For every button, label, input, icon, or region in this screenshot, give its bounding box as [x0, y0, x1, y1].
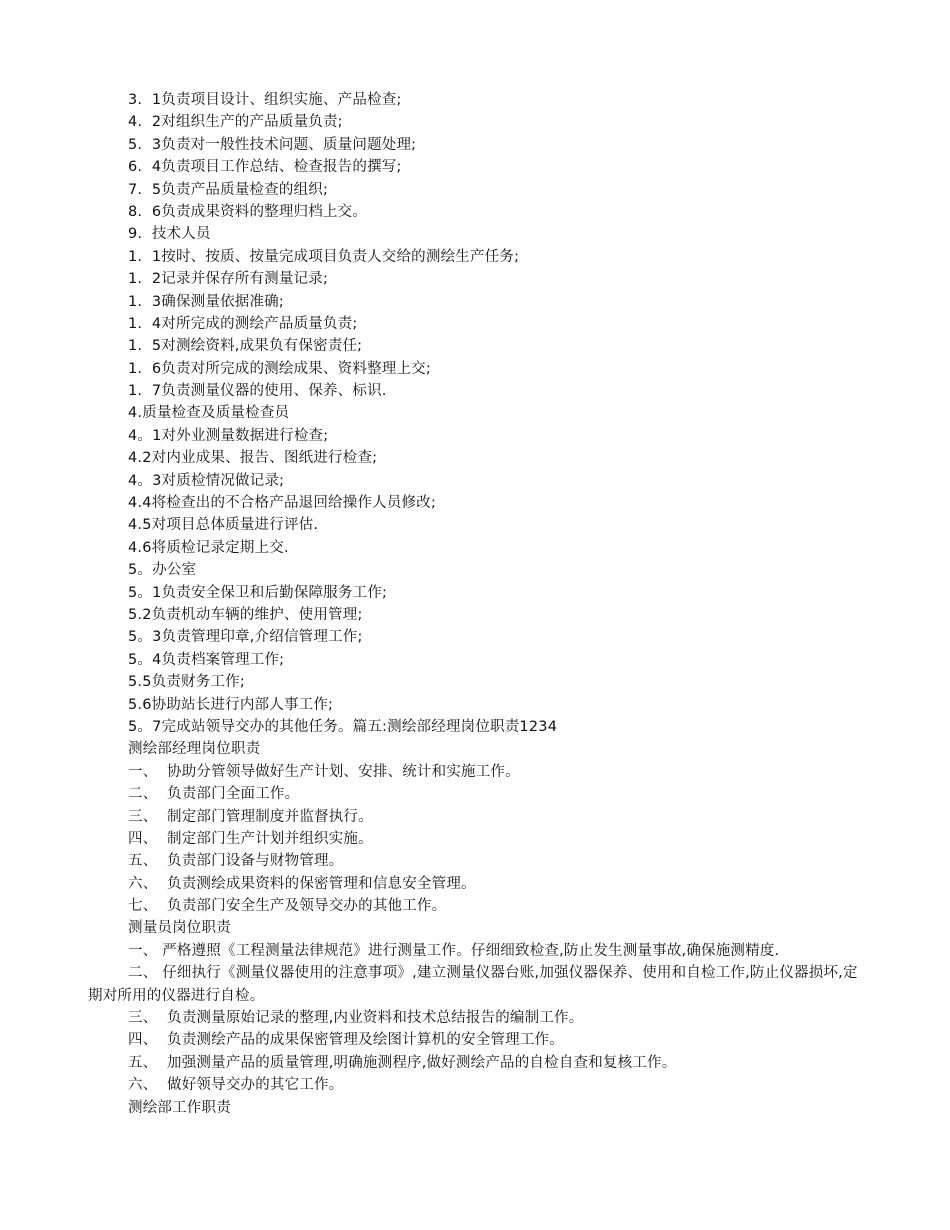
text-line: 1. 1按时、按质、按量完成项目负责人交给的测绘生产任务; [128, 248, 520, 265]
text-line: 1. 3确保测量依据准确; [128, 293, 284, 310]
section-heading: 测量员岗位职责 [128, 920, 231, 937]
text-line: 1. 2记录并保存所有测量记录; [128, 271, 329, 288]
paragraph: 一、 严格遵照《工程测量法律规范》进行测量工作。仔细细致检查,防止发生测量事故,确保施测精度. [128, 942, 780, 959]
text-line: 二、 负责部门全面工作。 [128, 786, 300, 803]
text-line: 4。3对质检情况做记录; [128, 472, 285, 489]
text-line: 6. 4负责项目工作总结、检查报告的撰写; [128, 159, 402, 176]
text-line: 4.2对内业成果、报告、图纸进行检查; [128, 450, 378, 467]
text-line: 七、 负责部门安全生产及领导交办的其他工作。 [128, 898, 447, 915]
section-heading: 5。办公室 [128, 562, 197, 579]
paragraph: 二、 仔细执行《测量仪器使用的注意事项》,建立测量仪器台账,加强仪器保养、使用和自检工作,防止仪器损坏,定期对所用的仪器进行自检。 [88, 965, 858, 1004]
text-line: 4.6将质检记录定期上交. [128, 539, 289, 556]
text-line: 1. 7负责测量仪器的使用、保养、标识. [128, 383, 387, 400]
text-line: 六、 负责测绘成果资料的保密管理和信息安全管理。 [128, 875, 476, 892]
text-line: 5。3负责管理印章,介绍信管理工作; [128, 629, 363, 646]
text-line: 5.6协助站长进行内部人事工作; [128, 696, 334, 713]
section-heading: 测绘部工作职责 [128, 1099, 231, 1116]
document-body [0, 89, 950, 1119]
text-line: 4.5对项目总体质量进行评估. [128, 517, 319, 534]
text-line: 5。1负责安全保卫和后勤保障服务工作; [128, 584, 388, 601]
text-line: 5。7完成站领导交办的其他任务。篇五:测绘部经理岗位职责1234 [128, 718, 558, 735]
text-line: 1. 5对测绘资料,成果负有保密责任; [128, 338, 363, 355]
text-line: 五、 加强测量产品的质量管理,明确施测程序,做好测绘产品的自检自查和复核工作。 [128, 1054, 677, 1071]
text-line: 3. 1负责项目设计、组织实施、产品检查; [128, 92, 402, 108]
text-line: 5。4负责档案管理工作; [128, 651, 285, 668]
text-line: 8. 6负责成果资料的整理归档上交。 [128, 203, 368, 220]
text-line: 1. 4对所完成的测绘产品质量负责; [128, 315, 358, 332]
text-line: 三、 制定部门管理制度并监督执行。 [128, 808, 373, 825]
text-line: 五、 负责部门设备与财物管理。 [128, 853, 344, 870]
text-line: 一、 协助分管领导做好生产计划、安排、统计和实施工作。 [128, 763, 520, 780]
text-line: 5.2负责机动车辆的维护、使用管理; [128, 606, 363, 623]
section-heading: 4.质量检查及质量检查员 [128, 405, 290, 422]
text-line: 5.5负责财务工作; [128, 674, 245, 691]
text-line: 5. 3负责对一般性技术问题、质量问题处理; [128, 136, 417, 153]
text-line: 四、 制定部门生产计划并组织实施。 [128, 830, 373, 847]
section-heading: 9. 技术人员 [128, 226, 211, 243]
text-line: 1. 6负责对所完成的测绘成果、资料整理上交; [128, 360, 431, 377]
text-line: 六、 做好领导交办的其它工作。 [128, 1077, 344, 1094]
text-line: 4. 2对组织生产的产品质量负责; [128, 114, 343, 131]
text-line: 三、 负责测量原始记录的整理,内业资料和技术总结报告的编制工作。 [128, 1010, 584, 1027]
text-line: 7. 5负责产品质量检查的组织; [128, 181, 329, 198]
text-line: 4.4将检查出的不合格产品退回给操作人员修改; [128, 495, 437, 512]
section-heading: 测绘部经理岗位职责 [128, 741, 261, 758]
text-line: 4。1对外业测量数据进行检查; [128, 427, 329, 444]
text-line: 四、 负责测绘产品的成果保密管理及绘图计算机的安全管理工作。 [128, 1032, 564, 1049]
